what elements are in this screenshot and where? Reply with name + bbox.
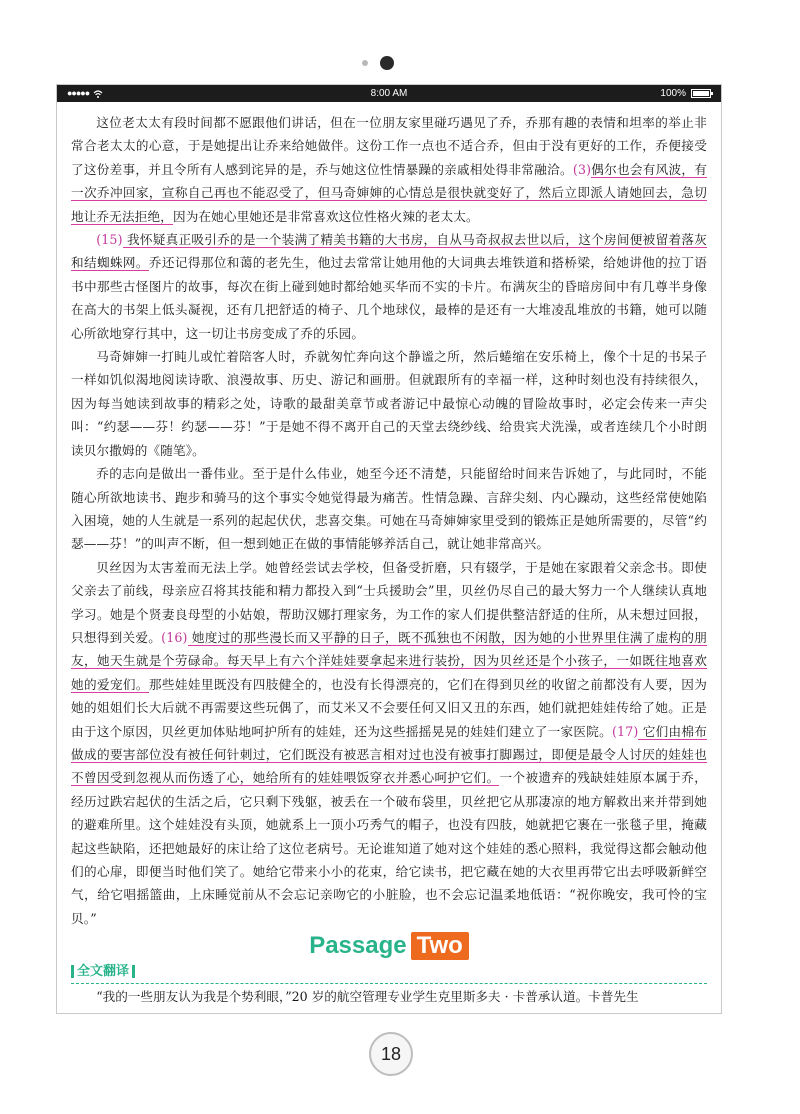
label-bar-icon xyxy=(132,965,135,978)
highlighted-sentence: 她度过的那些漫长而又平静的日子，既不孤独也不闲散，因为她的小世界里住满了虚构的朋友，她天生就是个劳碌命。 xyxy=(71,629,707,669)
status-right xyxy=(660,85,711,102)
signal-icon: ●●●●● xyxy=(67,88,90,98)
paragraph xyxy=(71,345,707,462)
page-dot-inactive[interactable] xyxy=(362,60,368,66)
passage-number-box: Two xyxy=(411,932,469,960)
paragraph xyxy=(71,111,707,228)
battery-percent: 100% xyxy=(660,88,686,99)
paragraph xyxy=(71,462,707,556)
passage-word: Passage xyxy=(309,932,407,959)
highlighted-sentence: 我怀疑真正吸引乔的是一个装满了精美书籍的大书房，自从马奇叔叔去世以后，这个房间便被留着落灰和结蜘蛛网。 xyxy=(71,232,707,271)
text-run: 这位老太太有段时间都不愿跟他们讲话，但在一位朋友家里碰巧遇见了乔，乔那有趣的表情和坦率的举止非常合老太太的心意，于是她提出让乔来给她做伴。这份工作一点也不适合乔，但由于没有更好的工作，乔便接受了这份差事，并且令所有人感到诧异的是，乔与她这位性情暴躁的亲戚相处得非常融洽。 xyxy=(71,115,707,177)
text-run: 乔还记得那位和蔼的老先生，他过去常常让她用他的大词典去堆铁道和搭桥梁，给她讲他的拉丁语书中那些古怪图片的故事，每次在街上碰到她时都给她买华而不实的卡片。布满灰尘的昏暗房间中有几尊半身像在高大的书架上低头凝视，还有几把舒适的椅子、几个地球仪，最棒的是还有一大堆凌乱堆放的书籍，她可以随心所欲地穿行其中，这一切让书房变成了乔的乐园。 xyxy=(71,255,707,341)
status-time: 8:00 AM xyxy=(370,88,408,99)
text-run: 马奇婶婶一打盹儿或忙着陪客人时，乔就匆忙奔向这个静谧之所，然后蜷缩在安乐椅上，像个十足的书呆子一样如饥似渴地阅读诗歌、浪漫故事、历史、游记和画册。但就跟所有的幸福一样，这种时刻也没有持续很久，因为每当她读到故事的精彩之处，诗歌的最甜美章节或者游记中最惊心动魄的冒险故事时，必定会传来一声尖叫：“约瑟——芬！约瑟——芬！”于是她不得不离开自己的天堂去绕纱线、给贵宾犬洗澡，或者连续几个小时朗读贝尔撒姆的《随笔》。 xyxy=(71,349,707,458)
battery-icon xyxy=(691,89,711,98)
label-bar-icon xyxy=(71,965,74,978)
page-indicator xyxy=(0,56,800,70)
question-number: (17) xyxy=(611,723,639,739)
reading-content xyxy=(71,111,707,930)
section-label-text: 全文翻译 xyxy=(77,964,130,979)
question-number: (15) xyxy=(96,232,123,248)
paragraph xyxy=(71,228,707,345)
page-number: 18 xyxy=(369,1032,413,1076)
page-dot-active[interactable] xyxy=(380,56,394,70)
translation-first-line: “我的一些朋友认为我是个势利眼，”20 岁的航空管理专业学生克里斯多夫 · 卡普承认道。卡普先生 xyxy=(96,989,639,1004)
paragraph xyxy=(71,556,707,931)
text-run: 贝丝因为太害羞而无法上学。她曾经尝试去学校，但备受折磨，只有辍学，于是她在家跟着父亲念书。即使父亲去了前线，母亲应召将其技能和精力都投入到“士兵援助会”里，贝丝仍尽自己的最大努力一个人继续认真地学习。她是个贤妻良母型的小姑娘，帮助汉娜打理家务，为工作的家人们提供整洁舒适的住所，从未想过回报，只想得到关爱。 xyxy=(71,559,707,645)
passage-title xyxy=(57,931,721,961)
highlighted-sentence: 偶尔也会有风波，有一次乔冲回家，宣称自己再也不能忍受了，但马奇婶婶的心情总是很快就变好了，然后立即派人请她回去，急切地让乔无法拒绝， xyxy=(71,161,707,224)
highlighted-sentence: 它们由棉布做成的要害部位没有被任何针刺过，它们既没有被恶言相对过也没有被事打脚踢过，即便是最令人讨厌的娃娃也不曾因受到忽视从而伤透了心，她给所有的娃娃喂饭穿衣并悉心呵护它们。 xyxy=(71,723,707,786)
section-label xyxy=(71,961,707,984)
text-run: 乔的志向是做出一番伟业。至于是什么伟业，她至今还不清楚，只能留给时间来告诉她了，与此同时，不能随心所欲地读书、跑步和骑马的这个事实令她觉得最为痛苦。性情急躁、言辞尖刻、内心躁动，这些经常使她陷入困境，她的人生就是一系列的起起伏伏，悲喜交集。可她在马奇婶婶家里受到的锻炼正是她所需要的，尽管“约瑟——芬！”的叫声不断，但一想到她正在做的事情能够养活自己，就让她非常高兴。 xyxy=(71,466,707,552)
text-run: 一个被遗弃的残缺娃娃原本属于乔，经历过跌宕起伏的生活之后，它只剩下残躯，被丢在一个破布袋里，贝丝把它从那凄凉的地方解救出来并带到她的避难所里。这个娃娃没有头顶，她就系上一顶小巧秀气的帽子，也没有四肢，她就把它裹在一张毯子里，掩藏起这些缺陷，还把她最好的床让给了这位老病号。无论谁知道了她对这个娃娃的悉心照料，我觉得这都会触动他们的心扉，即便当时他们笑了。她给它带来小小的花束，给它读书，把它藏在她的大衣里再带它出去呼吸新鲜空气，给它唱摇篮曲，上床睡觉前从不会忘记亲吻它的小脏脸，也不会忘记温柔地低语：“祝你晚安，我可怜的宝贝。” xyxy=(71,770,707,926)
highlighted-sentence: 每天早上有六个洋娃娃要拿起来进行装扮，因为贝丝还是个小孩子，一如既往地喜欢她的爱宠们。 xyxy=(71,653,707,692)
text-run: 因为在她心里她还是非常喜欢这位性格火辣的老太太。 xyxy=(172,208,479,224)
question-number: (3) xyxy=(572,161,592,177)
text-run: 那些娃娃里既没有四肢健全的，也没有长得漂亮的，它们在得到贝丝的收留之前都没有人要，因为她的姐姐们长大后就不再需要这些玩偶了，而艾米又不会要任何又旧又丑的东西，她们就把娃娃传给了她。正是由于这个原因，贝丝更加体贴地呵护所有的娃娃，还为这些摇摇晃晃的娃娃们建立了一家医院。 xyxy=(71,676,707,739)
tablet-frame xyxy=(56,84,722,1014)
status-bar xyxy=(57,85,721,102)
question-number: (16) xyxy=(161,629,188,645)
